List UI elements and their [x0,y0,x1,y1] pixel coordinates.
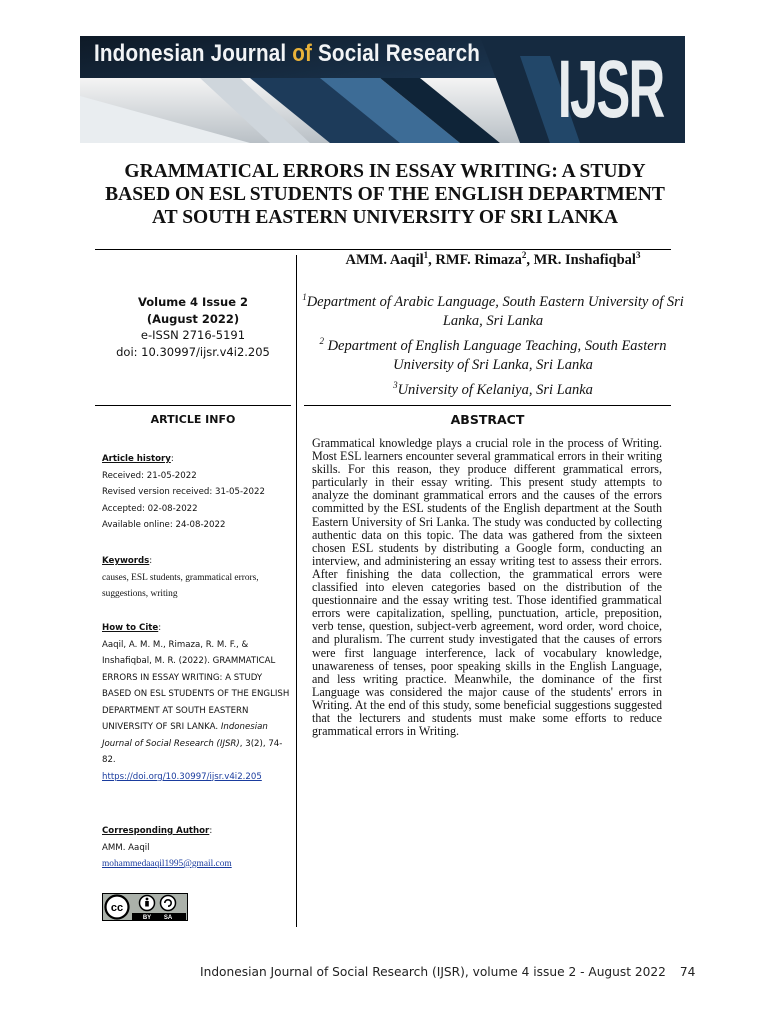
author-email-link[interactable]: mohammedaaqil1995@gmail.com [102,859,232,869]
page-footer [200,965,696,979]
cc-license-badge[interactable] [102,893,188,921]
footer-text: Indonesian Journal of Social Research (IJSR), volume 4 issue 2 - August 2022 [200,965,666,979]
cc-icon: cc [110,902,124,914]
journal-name: Indonesian Journal of Social Research [94,40,481,67]
citation-text: Aaqil, A. M. M., Rimaza, R. M. F., & Inshafiqbal, M. R. (2022). GRAMMATICAL ERRORS IN ESSAY WRITING: A STUDY BASED ON ESL STUDENTS OF THE ENGLISH DEPARTMENT AT SOUTH EASTERN UNIVERSITY OF SRI LANKA. Indonesian Journal of Social Research (IJSR), 3(2), 74-82. [102,639,290,765]
divider-right [304,405,671,406]
affiliation-item: $^2$ Department of English Language Teaching, South Eastern University of Sri Lanka, Sri Lanka [319,335,667,374]
svg-text:BY: BY [142,915,152,921]
online-date: Available online: 24-08-2022 [102,520,226,530]
volume-issue: Volume 4 Issue 2 [137,295,249,309]
author-name: AMM. Aaqil [102,842,150,853]
keywords-section: Keywords: causes, ESL students, grammatical errors, suggestions, writing [102,553,288,603]
author-list: AMM. Aaqil$^1$, RMF. Rimaza$^2$, MR. Inshafiqbal$^3$ [345,250,641,268]
journal-banner [80,36,685,143]
divider-left [95,405,291,406]
keywords-heading: Keywords [102,556,150,566]
revised-date: Revised version received: 31-05-2022 [102,487,265,497]
article-history-heading: Article history [102,454,171,464]
received-date: Received: 21-05-2022 [102,470,197,481]
abstract-text: Grammatical knowledge plays a crucial role in the process of Writing. Most ESL learners encounter several grammatical errors in their writing skills. For this reason, they produce different grammatical errors, particularly in their essay writing. This present study attempts to analyze the dominant grammatical errors and the causes of the errors committed by the ESL students of the English department at the South Eastern University of Sri Lanka. The study was conducted by collecting authentic data on this topic. The data was gathered from the sixteen chosen ESL students by distributing a Google form, conducting an interview, and administering an essay writing test to assess their errors. After finishing the data collection, the grammatical errors were classified into eleven categories based on the distribution of the questionnaire and the essay writing test. Those identified grammatical errors were capitalization, spelling, punctuation, article, preposition, verb tense, question, subject-verb agreement, word order, word choice, and pluralism. The current study investigated that the causes of errors were first language interference, lack of vocabulary knowledge, unawareness of tenses, poor speaking skills in the English Language, and less writing practice. Meanwhile, the dominance of the first Language was considered the major cause of the students' errors in Writing. At the end of this study, some beneficial suggestions suggested that the lecturers and students must make some efforts to reduce grammatical errors in Writing. [312,436,662,739]
journal-logo: IJSR [557,44,663,135]
author-name: RMF. Rimaza [435,251,522,268]
accepted-date: Accepted: 02-08-2022 [102,503,198,514]
svg-text:SA: SA [163,915,173,921]
affiliations [300,288,686,400]
page-number: 74 [679,965,696,979]
citation-doi-link[interactable]: https://doi.org/10.30997/ijsr.v4i2.205 [102,771,262,782]
issn: e-ISSN 2716-5191 [140,328,246,342]
corresponding-author-heading: Corresponding Author [102,826,210,836]
how-to-cite: How to Cite: Aaqil, A. M. M., Rimaza, R. M. F., & Inshafiqbal, M. R. (2022). GRAMMATICAL ERRORS IN ESSAY WRITING: A STUDY BASED ON ESL STUDENTS OF THE ENGLISH DEPARTMENT AT SOUTH EASTERN UNIVERSITY OF SRI LANKA. Indonesian Journal of Social Research (IJSR), 3(2), 74-82. https://doi.org/10.30997/ijsr.v4i2.205 [102,623,290,782]
doi: doi: 10.30997/ijsr.v4i2.205 [116,344,270,359]
column-divider [296,255,297,927]
author-name: MR. Inshafiqbal [533,251,636,268]
affiliation-item: $^1$Department of Arabic Language, South Eastern University of Sri Lanka, Sri Lanka [302,292,684,330]
author-name: AMM. Aaqil [345,251,424,268]
article-title: GRAMMATICAL ERRORS IN ESSAY WRITING: A STUDY BASED ON ESL STUDENTS OF THE ENGLISH DEPARTMENT AT SOUTH EASTERN UNIVERSITY OF SRI LANKA [105,161,665,228]
keywords-list: causes, ESL students, grammatical errors, suggestions, writing [102,572,259,599]
corresponding-author: Corresponding Author: AMM. Aaqil mohammedaaqil1995@gmail.com [102,823,288,873]
volume-date: (August 2022) [146,311,240,326]
volume-info [98,294,288,360]
article-history: Article history: Received: 21-05-2022 Revised version received: 31-05-2022 Accepted: 02-08-2022 Available online: 24-08-2022 [102,451,288,534]
article-info-heading: ARTICLE INFO [150,413,236,426]
by-icon [146,898,149,901]
affiliation-item: $^3$University of Kelaniya, Sri Lanka [393,379,593,398]
abstract-heading: ABSTRACT [450,412,525,427]
how-to-cite-heading: How to Cite [102,623,159,633]
